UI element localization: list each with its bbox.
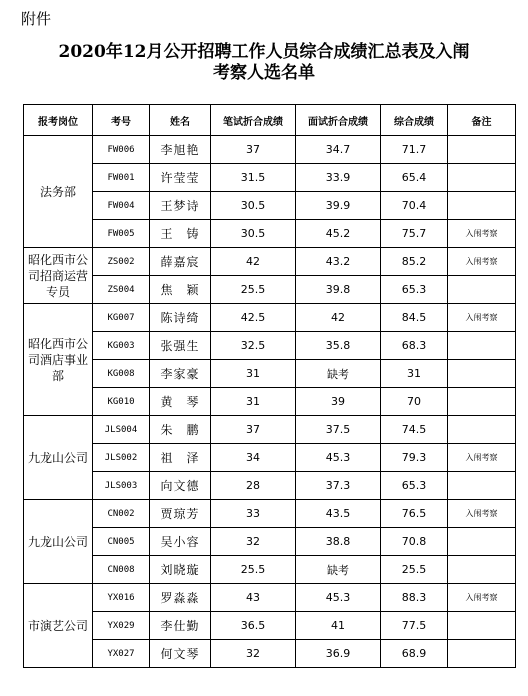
exam-number-cell: CN005 bbox=[93, 528, 150, 556]
written-score-cell: 30.5 bbox=[211, 220, 296, 248]
written-score-cell: 31.5 bbox=[211, 164, 296, 192]
header-total-score: 综合成绩 bbox=[381, 105, 448, 136]
written-score-cell: 34 bbox=[211, 444, 296, 472]
interview-score-cell: 43.5 bbox=[296, 500, 381, 528]
written-score-cell: 43 bbox=[211, 584, 296, 612]
total-score-cell: 77.5 bbox=[381, 612, 448, 640]
table-row bbox=[24, 276, 516, 304]
total-score-cell: 65.3 bbox=[381, 276, 448, 304]
interview-score-cell: 42 bbox=[296, 304, 381, 332]
written-score-cell: 32.5 bbox=[211, 332, 296, 360]
table-row bbox=[24, 360, 516, 388]
total-score-cell: 65.4 bbox=[381, 164, 448, 192]
table-row bbox=[24, 192, 516, 220]
interview-score-cell: 33.9 bbox=[296, 164, 381, 192]
total-score-cell: 25.5 bbox=[381, 556, 448, 584]
table-row bbox=[24, 612, 516, 640]
interview-score-cell: 38.8 bbox=[296, 528, 381, 556]
position-cell: 昭化西市公司招商运营专员 bbox=[24, 248, 93, 304]
name-cell: 张强生 bbox=[150, 332, 211, 360]
exam-number-cell: CN008 bbox=[93, 556, 150, 584]
name-cell: 何文琴 bbox=[150, 640, 211, 668]
table-row bbox=[24, 640, 516, 668]
header-remark: 备注 bbox=[448, 105, 516, 136]
interview-score-cell: 39.8 bbox=[296, 276, 381, 304]
name-cell: 黄 琴 bbox=[150, 388, 211, 416]
total-score-cell: 88.3 bbox=[381, 584, 448, 612]
remark-cell bbox=[448, 360, 516, 388]
exam-number-cell: ZS004 bbox=[93, 276, 150, 304]
remark-cell: 入闱考察 bbox=[448, 500, 516, 528]
name-cell: 李仕勤 bbox=[150, 612, 211, 640]
table-row bbox=[24, 500, 516, 528]
total-score-cell: 84.5 bbox=[381, 304, 448, 332]
exam-number-cell: KG007 bbox=[93, 304, 150, 332]
attachment-label: 附件 bbox=[21, 10, 52, 28]
header-name: 姓名 bbox=[150, 105, 211, 136]
exam-number-cell: JLS003 bbox=[93, 472, 150, 500]
table-row bbox=[24, 584, 516, 612]
written-score-cell: 30.5 bbox=[211, 192, 296, 220]
table-row bbox=[24, 332, 516, 360]
written-score-cell: 37 bbox=[211, 416, 296, 444]
interview-score-cell: 37.5 bbox=[296, 416, 381, 444]
written-score-cell: 28 bbox=[211, 472, 296, 500]
table-row bbox=[24, 528, 516, 556]
interview-score-cell: 36.9 bbox=[296, 640, 381, 668]
exam-number-cell: KG003 bbox=[93, 332, 150, 360]
position-cell: 市演艺公司 bbox=[24, 584, 93, 668]
total-score-cell: 76.5 bbox=[381, 500, 448, 528]
name-cell: 焦 颖 bbox=[150, 276, 211, 304]
table-row bbox=[24, 388, 516, 416]
remark-cell: 入闱考察 bbox=[448, 304, 516, 332]
exam-number-cell: FW001 bbox=[93, 164, 150, 192]
written-score-cell: 33 bbox=[211, 500, 296, 528]
exam-number-cell: FW006 bbox=[93, 136, 150, 164]
exam-number-cell: ZS002 bbox=[93, 248, 150, 276]
exam-number-cell: FW004 bbox=[93, 192, 150, 220]
total-score-cell: 68.9 bbox=[381, 640, 448, 668]
interview-score-cell: 45.2 bbox=[296, 220, 381, 248]
table-row bbox=[24, 416, 516, 444]
exam-number-cell: YX027 bbox=[93, 640, 150, 668]
interview-score-cell: 41 bbox=[296, 612, 381, 640]
table-row bbox=[24, 248, 516, 276]
exam-number-cell: YX029 bbox=[93, 612, 150, 640]
name-cell: 陈诗绮 bbox=[150, 304, 211, 332]
interview-score-cell: 39 bbox=[296, 388, 381, 416]
written-score-cell: 31 bbox=[211, 360, 296, 388]
interview-score-cell: 45.3 bbox=[296, 444, 381, 472]
remark-cell bbox=[448, 332, 516, 360]
total-score-cell: 68.3 bbox=[381, 332, 448, 360]
remark-cell bbox=[448, 416, 516, 444]
total-score-cell: 70 bbox=[381, 388, 448, 416]
remark-cell: 入闱考察 bbox=[448, 248, 516, 276]
exam-number-cell: KG008 bbox=[93, 360, 150, 388]
name-cell: 祖 泽 bbox=[150, 444, 211, 472]
exam-number-cell: FW005 bbox=[93, 220, 150, 248]
remark-cell bbox=[448, 528, 516, 556]
written-score-cell: 37 bbox=[211, 136, 296, 164]
remark-cell bbox=[448, 640, 516, 668]
name-cell: 吴小容 bbox=[150, 528, 211, 556]
page-title-line-2: 考察人选名单 bbox=[213, 63, 315, 83]
name-cell: 王 铸 bbox=[150, 220, 211, 248]
total-score-cell: 75.7 bbox=[381, 220, 448, 248]
interview-score-cell: 34.7 bbox=[296, 136, 381, 164]
interview-score-cell: 35.8 bbox=[296, 332, 381, 360]
remark-cell bbox=[448, 276, 516, 304]
interview-score-cell: 缺考 bbox=[296, 556, 381, 584]
remark-cell bbox=[448, 136, 516, 164]
interview-score-cell: 37.3 bbox=[296, 472, 381, 500]
interview-score-cell: 43.2 bbox=[296, 248, 381, 276]
remark-cell: 入闱考察 bbox=[448, 584, 516, 612]
position-cell: 昭化西市公司酒店事业部 bbox=[24, 304, 93, 416]
interview-score-cell: 39.9 bbox=[296, 192, 381, 220]
exam-number-cell: JLS002 bbox=[93, 444, 150, 472]
table-row bbox=[24, 164, 516, 192]
header-exam-number: 考号 bbox=[93, 105, 150, 136]
name-cell: 李家豪 bbox=[150, 360, 211, 388]
total-score-cell: 70.4 bbox=[381, 192, 448, 220]
total-score-cell: 31 bbox=[381, 360, 448, 388]
exam-number-cell: KG010 bbox=[93, 388, 150, 416]
name-cell: 贾琼芳 bbox=[150, 500, 211, 528]
remark-cell bbox=[448, 556, 516, 584]
header-written-score: 笔试折合成绩 bbox=[211, 105, 296, 136]
interview-score-cell: 缺考 bbox=[296, 360, 381, 388]
results-table bbox=[23, 104, 516, 668]
remark-cell bbox=[448, 192, 516, 220]
total-score-cell: 71.7 bbox=[381, 136, 448, 164]
total-score-cell: 85.2 bbox=[381, 248, 448, 276]
table-row bbox=[24, 220, 516, 248]
written-score-cell: 31 bbox=[211, 388, 296, 416]
name-cell: 向文德 bbox=[150, 472, 211, 500]
page-title-line-1: 2020年12月公开招聘工作人员综合成绩汇总表及入闱 bbox=[58, 42, 470, 62]
name-cell: 薛嘉宸 bbox=[150, 248, 211, 276]
remark-cell bbox=[448, 612, 516, 640]
header-position: 报考岗位 bbox=[24, 105, 93, 136]
exam-number-cell: JLS004 bbox=[93, 416, 150, 444]
position-cell: 九龙山公司 bbox=[24, 416, 93, 500]
written-score-cell: 25.5 bbox=[211, 556, 296, 584]
table-row bbox=[24, 136, 516, 164]
remark-cell: 入闱考察 bbox=[448, 220, 516, 248]
table-row bbox=[24, 472, 516, 500]
position-cell: 法务部 bbox=[24, 136, 93, 248]
written-score-cell: 36.5 bbox=[211, 612, 296, 640]
name-cell: 罗淼淼 bbox=[150, 584, 211, 612]
total-score-cell: 79.3 bbox=[381, 444, 448, 472]
header-interview-score: 面试折合成绩 bbox=[296, 105, 381, 136]
written-score-cell: 42.5 bbox=[211, 304, 296, 332]
remark-cell bbox=[448, 164, 516, 192]
interview-score-cell: 45.3 bbox=[296, 584, 381, 612]
written-score-cell: 25.5 bbox=[211, 276, 296, 304]
remark-cell: 入闱考察 bbox=[448, 444, 516, 472]
total-score-cell: 70.8 bbox=[381, 528, 448, 556]
table-header-row bbox=[24, 105, 516, 136]
total-score-cell: 74.5 bbox=[381, 416, 448, 444]
name-cell: 刘晓璇 bbox=[150, 556, 211, 584]
exam-number-cell: CN002 bbox=[93, 500, 150, 528]
written-score-cell: 42 bbox=[211, 248, 296, 276]
total-score-cell: 65.3 bbox=[381, 472, 448, 500]
position-cell: 九龙山公司 bbox=[24, 500, 93, 584]
name-cell: 许莹莹 bbox=[150, 164, 211, 192]
table-row bbox=[24, 444, 516, 472]
table-row bbox=[24, 304, 516, 332]
name-cell: 朱 鹏 bbox=[150, 416, 211, 444]
exam-number-cell: YX016 bbox=[93, 584, 150, 612]
written-score-cell: 32 bbox=[211, 640, 296, 668]
table-row bbox=[24, 556, 516, 584]
name-cell: 王梦诗 bbox=[150, 192, 211, 220]
remark-cell bbox=[448, 388, 516, 416]
written-score-cell: 32 bbox=[211, 528, 296, 556]
name-cell: 李旭艳 bbox=[150, 136, 211, 164]
remark-cell bbox=[448, 472, 516, 500]
